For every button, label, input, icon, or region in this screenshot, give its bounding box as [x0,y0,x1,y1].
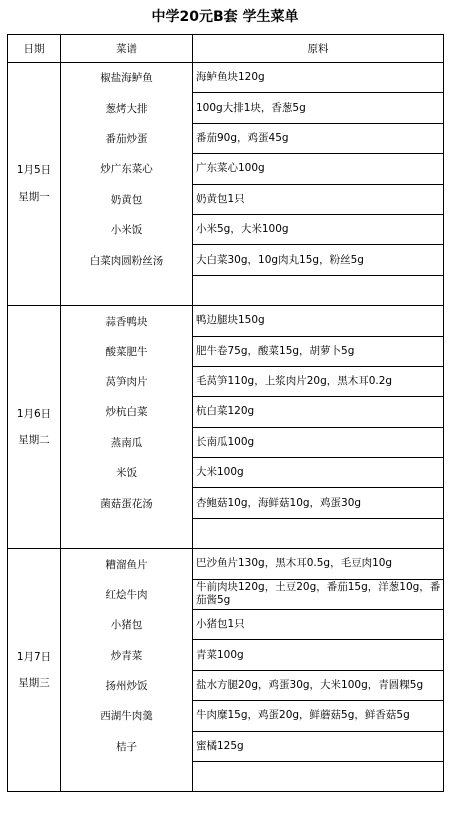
ingredients-cell: 巴沙鱼片130g，黑木耳0.5g，毛豆肉10g [193,549,444,579]
table-row [8,93,444,123]
ingredients-cell: 鸭边腿块150g [193,306,444,336]
table-row [8,123,444,153]
weekday-label: 星期二 [18,434,50,447]
ingredients-cell: 肥牛卷75g，酸菜15g，胡萝卜5g [193,336,444,366]
table-row [8,154,444,184]
date-label: 1月6日 [16,407,52,420]
table-row [8,397,444,427]
table-row [8,427,444,457]
ingredients-cell: 牛前肉块120g，土豆20g，番茄15g，洋葱10g，番茄酱5g [193,579,444,609]
ingredients-cell: 广东菜心100g [193,154,444,184]
header-row [8,35,444,63]
dish-cell: 蒸南瓜 [61,427,193,457]
table-row [8,366,444,396]
header-dish: 菜谱 [61,35,193,63]
dish-cell: 糟溜鱼片 [61,549,193,579]
dish-cell: 番茄炒蛋 [61,123,193,153]
dish-cell: 蒜香鸭块 [61,306,193,336]
table-row [8,214,444,244]
table-row [8,488,444,518]
table-row [8,731,444,761]
date-cell [8,63,61,306]
dish-cell: 扬州炒饭 [61,670,193,700]
day-group [8,306,444,549]
ingredients-cell: 杭白菜120g [193,397,444,427]
table-row [8,63,444,93]
page-title: 中学20元B套 学生菜单 [151,9,299,25]
dish-cell: 葱烤大排 [61,93,193,123]
weekday-label: 星期三 [18,677,50,690]
ingredients-cell: 100g大排1块，香葱5g [193,93,444,123]
date-cell [8,306,61,549]
ingredients-cell: 番茄90g，鸡蛋45g [193,123,444,153]
ingredients-cell: 毛莴笋110g，上浆肉片20g，黑木耳0.2g [193,366,444,396]
dish-cell: 菌菇蛋花汤 [61,488,193,518]
ingredients-cell: 海鲈鱼块120g [193,63,444,93]
day-group [8,63,444,306]
ingredients-cell: 小米5g，大米100g [193,214,444,244]
ingredients-cell [193,518,444,548]
ingredients-cell: 大白菜30g，10g肉丸15g，粉丝5g [193,245,444,275]
table-row [8,610,444,640]
weekday-label: 星期一 [18,191,50,204]
ingredients-cell: 杏鲍菇10g，海鲜菇10g，鸡蛋30g [193,488,444,518]
dish-cell [61,761,193,791]
dish-cell: 炒杭白菜 [61,397,193,427]
table-row [8,518,444,548]
table-row [8,336,444,366]
ingredients-cell [193,761,444,791]
dish-cell: 炒广东菜心 [61,154,193,184]
ingredients-cell: 小猪包1只 [193,610,444,640]
day-group [8,549,444,792]
table-row [8,549,444,579]
dish-cell [61,275,193,305]
dish-cell: 莴笋肉片 [61,366,193,396]
ingredients-cell: 大米100g [193,458,444,488]
dish-cell: 红烩牛肉 [61,579,193,609]
table-row [8,761,444,791]
dish-cell [61,518,193,548]
dish-cell: 米饭 [61,458,193,488]
ingredients-cell: 青菜100g [193,640,444,670]
date-cell [8,549,61,792]
dish-cell: 小米饭 [61,214,193,244]
dish-cell: 西湖牛肉羹 [61,701,193,731]
date-label: 1月5日 [16,164,52,177]
table-row [8,701,444,731]
dish-cell: 白菜肉圆粉丝汤 [61,245,193,275]
table-row [8,640,444,670]
table-row [8,458,444,488]
dish-cell: 小猪包 [61,610,193,640]
dish-cell: 桔子 [61,731,193,761]
ingredients-cell: 奶黄包1只 [193,184,444,214]
dish-cell: 炒青菜 [61,640,193,670]
dish-cell: 奶黄包 [61,184,193,214]
table-row [8,579,444,609]
date-label: 1月7日 [16,650,52,663]
table-row [8,245,444,275]
menu-table [7,34,444,792]
ingredients-cell: 牛肉糜15g，鸡蛋20g，鲜蘑菇5g，鲜香菇5g [193,701,444,731]
table-row [8,275,444,305]
table-row [8,184,444,214]
ingredients-cell: 蜜橘125g [193,731,444,761]
header-date: 日期 [8,35,61,63]
ingredients-cell: 盐水方腿20g，鸡蛋30g，大米100g，青圆粿5g [193,670,444,700]
dish-cell: 椒盐海鲈鱼 [61,63,193,93]
header-ingredients: 原料 [193,35,444,63]
ingredients-cell: 长南瓜100g [193,427,444,457]
table-row [8,670,444,700]
dish-cell: 酸菜肥牛 [61,336,193,366]
table-row [8,306,444,336]
ingredients-cell [193,275,444,305]
